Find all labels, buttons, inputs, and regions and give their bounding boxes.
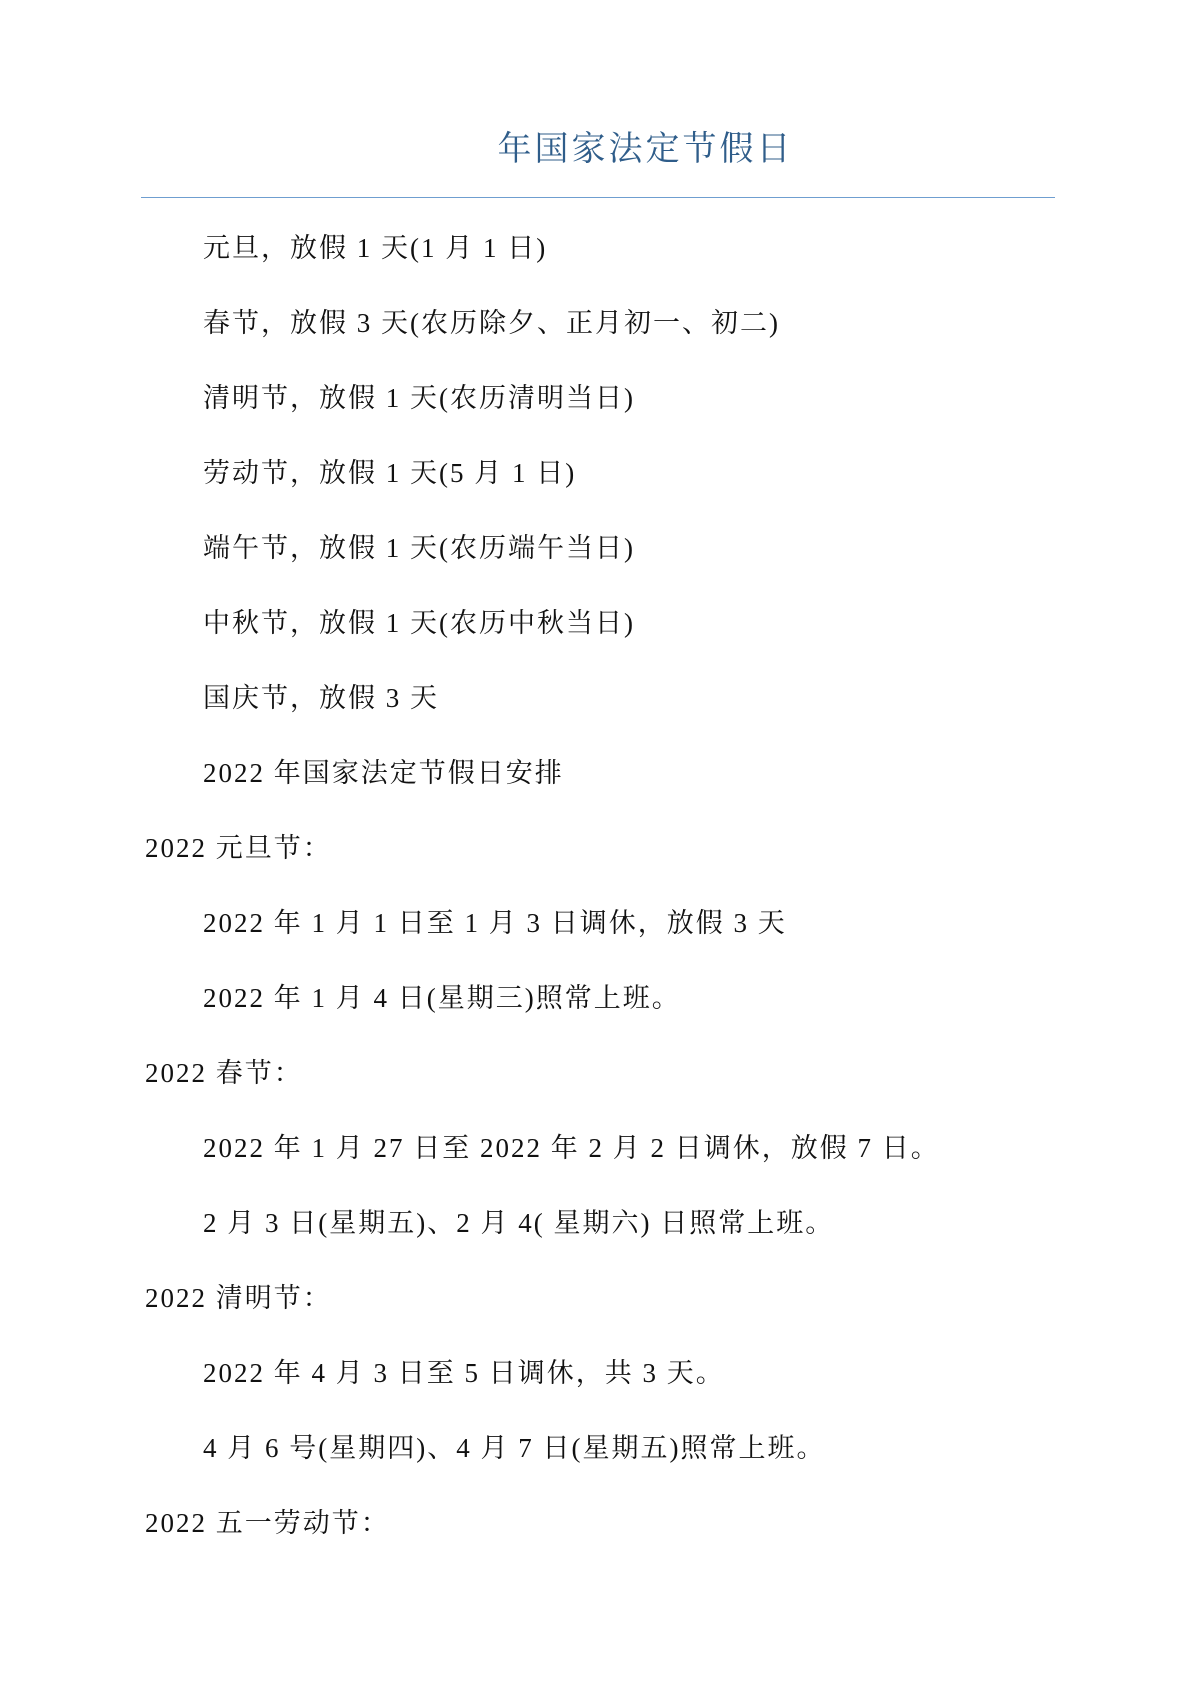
title-divider <box>141 197 1055 198</box>
section-heading-2022-schedule: 2022 年国家法定节假日安排 <box>203 758 564 788</box>
holiday-line-labor-day: 劳动节，放假 1 天(5 月 1 日) <box>203 458 577 488</box>
holiday-line-dragon-boat: 端午节，放假 1 天(农历端午当日) <box>203 533 635 563</box>
holiday-line-qingming: 清明节，放假 1 天(农历清明当日) <box>203 383 635 413</box>
holiday-line-national-day: 国庆节，放假 3 天 <box>203 683 439 713</box>
section-heading-qingming-2022: 2022 清明节： <box>145 1283 332 1313</box>
section-heading-labor-day-2022: 2022 五一劳动节： <box>145 1508 390 1538</box>
holiday-line-mid-autumn: 中秋节，放假 1 天(农历中秋当日) <box>203 608 635 638</box>
page-title: 年国家法定节假日 <box>497 129 794 169</box>
paragraph-new-year-work: 2022 年 1 月 4 日(星期三)照常上班。 <box>203 983 681 1013</box>
holiday-line-new-year: 元旦，放假 1 天(1 月 1 日) <box>203 233 548 263</box>
paragraph-new-year-dates: 2022 年 1 月 1 日至 1 月 3 日调休，放假 3 天 <box>203 908 787 938</box>
section-heading-new-year-2022: 2022 元旦节： <box>145 833 332 863</box>
paragraph-spring-festival-work: 2 月 3 日(星期五)、2 月 4( 星期六) 日照常上班。 <box>203 1208 835 1238</box>
section-heading-spring-festival-2022: 2022 春节： <box>145 1058 303 1088</box>
paragraph-qingming-work: 4 月 6 号(星期四)、4 月 7 日(星期五)照常上班。 <box>203 1433 826 1463</box>
paragraph-qingming-dates: 2022 年 4 月 3 日至 5 日调休，共 3 天。 <box>203 1358 725 1388</box>
paragraph-spring-festival-dates: 2022 年 1 月 27 日至 2022 年 2 月 2 日调休，放假 7 日。 <box>203 1133 940 1163</box>
holiday-line-spring-festival: 春节，放假 3 天(农历除夕、正月初一、初二) <box>203 308 780 338</box>
